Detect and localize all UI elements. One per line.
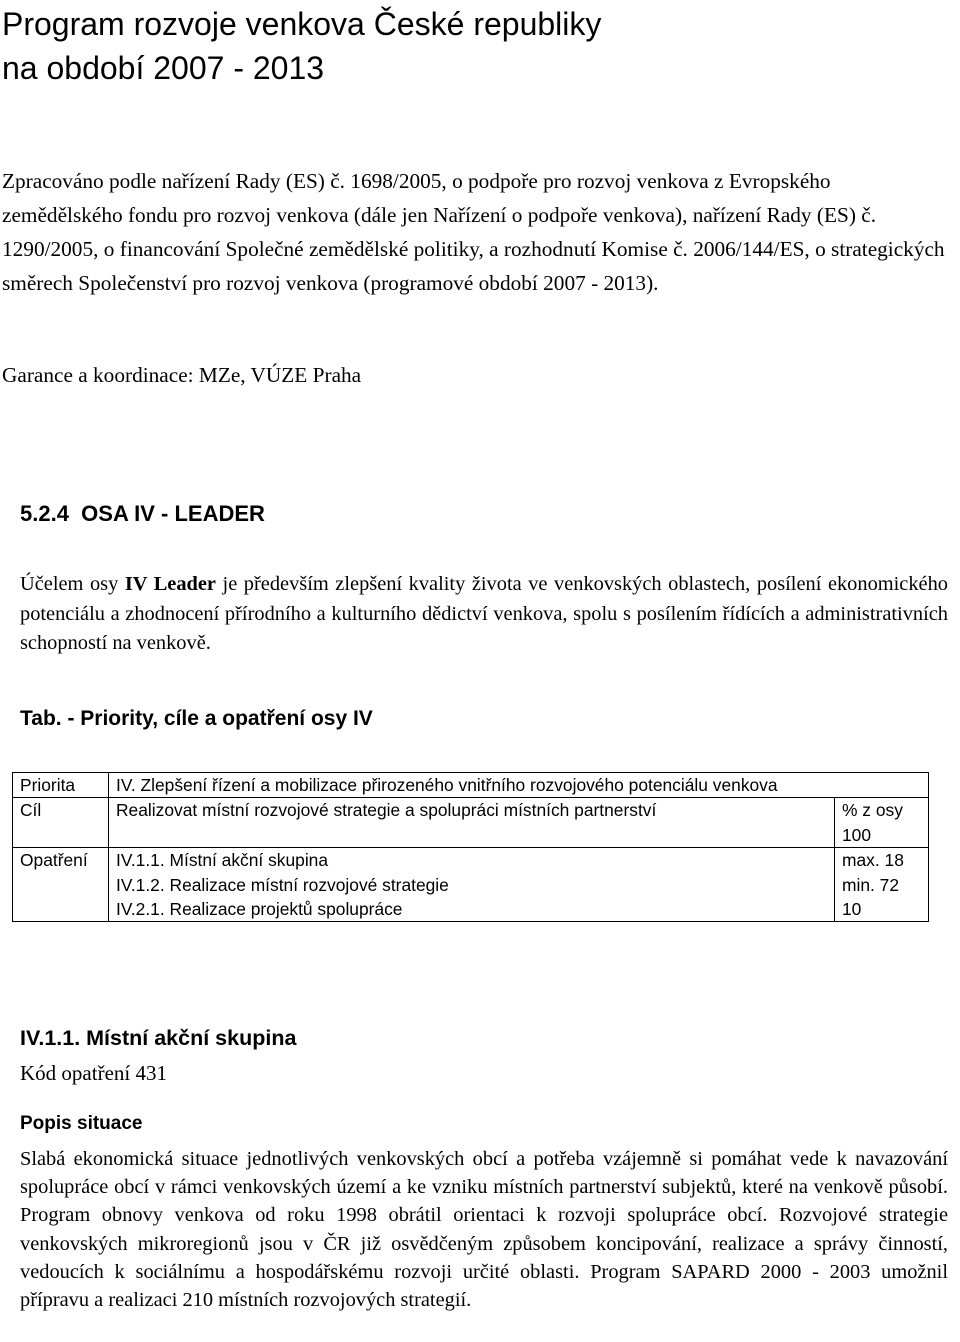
goal-label-cell: Cíl	[13, 798, 109, 848]
section-number: 5.2.4	[20, 501, 69, 526]
purpose-axis-name: IV Leader	[124, 573, 216, 595]
situation-heading: Popis situace	[20, 1113, 143, 1134]
measure-code: Kód opatření 431	[20, 1061, 167, 1085]
share-header-cell: % z osy 100	[835, 798, 929, 848]
measures-label-cell-empty	[13, 897, 109, 922]
table-row-measure	[13, 848, 929, 873]
priorities-table	[12, 772, 929, 922]
measure-share-cell: max. 18	[835, 848, 929, 873]
measures-label-cell: Opatření	[13, 848, 109, 873]
measure-name-cell: IV.2.1. Realizace projektů spolupráce	[109, 897, 835, 922]
measure-name-cell: IV.1.2. Realizace místní rozvojové strategie	[109, 873, 835, 897]
measure-name-cell: IV.1.1. Místní akční skupina	[109, 848, 835, 873]
section-title: OSA IV - LEADER	[81, 501, 265, 526]
measure-title: IV.1.1. Místní akční skupina	[20, 1026, 297, 1050]
guarantee-text: Garance a koordinace: MZe, VÚZE Praha	[2, 363, 362, 387]
goal-value-cell: Realizovat místní rozvojové strategie a spolupráci místních partnerství	[109, 798, 835, 848]
purpose-text-end: je především zlepšení kvality života ve venkovských oblastech, posílení ekonomického potenciálu a zhodnocení přírodního a kulturního dědictví venkova, spolu s posílením řídících a administrativních schopností na venkově.	[20, 573, 948, 654]
measure-share-cell: min. 72	[835, 873, 929, 897]
priority-value-cell: IV. Zlepšení řízení a mobilizace přirozeného vnitřního rozvojového potenciálu venkova	[109, 773, 929, 798]
table-row-goal	[13, 798, 929, 848]
purpose-paragraph	[20, 570, 948, 659]
measure-share-cell: 10	[835, 897, 929, 922]
section-heading	[20, 499, 265, 529]
table-caption: Tab. - Priority, cíle a opatření osy IV	[20, 707, 373, 730]
intro-paragraph: Zpracováno podle nařízení Rady (ES) č. 1698/2005, o podpoře pro rozvoj venkova z Evropského zemědělského fondu pro rozvoj venkova (dále jen Nařízení o podpoře venkova), nařízení Rady (ES) č. 1290/2005, o financování Společné zemědělské politiky, a rozhodnutí Komise č. 2006/144/ES, o strategických směrech Společenství pro rozvoj venkova (programové období 2007 - 2013).	[2, 169, 945, 295]
priority-label-cell: Priorita	[13, 773, 109, 798]
purpose-text-start: Účelem osy	[20, 573, 125, 595]
situation-paragraph: Slabá ekonomická situace jednotlivých venkovských obcí a potřeba vzájemně si pomáhat vede k navazování spolupráce obcí v rámci venkovských území a ke vzniku místních partnerství subjektů, které na venkově působí. Program obnovy venkova od roku 1998 obrátil orientaci k rozvoji spolupráce obcí. Rozvojové strategie venkovských mikroregionů jsou v ČR již osvědčeným způsobem koncipování, realizace a správy činností, vedoucích k sociálnímu a hospodářskému rozvoji určité oblasti. Program SAPARD 2000 - 2003 umožnil přípravu a realizaci 210 místních rozvojových strategií.	[20, 1148, 948, 1312]
page-title-line2: na období 2007 - 2013	[2, 50, 325, 86]
page-title-line1: Program rozvoje venkova České republiky	[2, 6, 602, 42]
table-row-measure	[13, 897, 929, 922]
table-row-priority	[13, 773, 929, 798]
measures-label-cell-empty	[13, 873, 109, 897]
page-title	[2, 2, 942, 90]
table-row-measure	[13, 873, 929, 897]
